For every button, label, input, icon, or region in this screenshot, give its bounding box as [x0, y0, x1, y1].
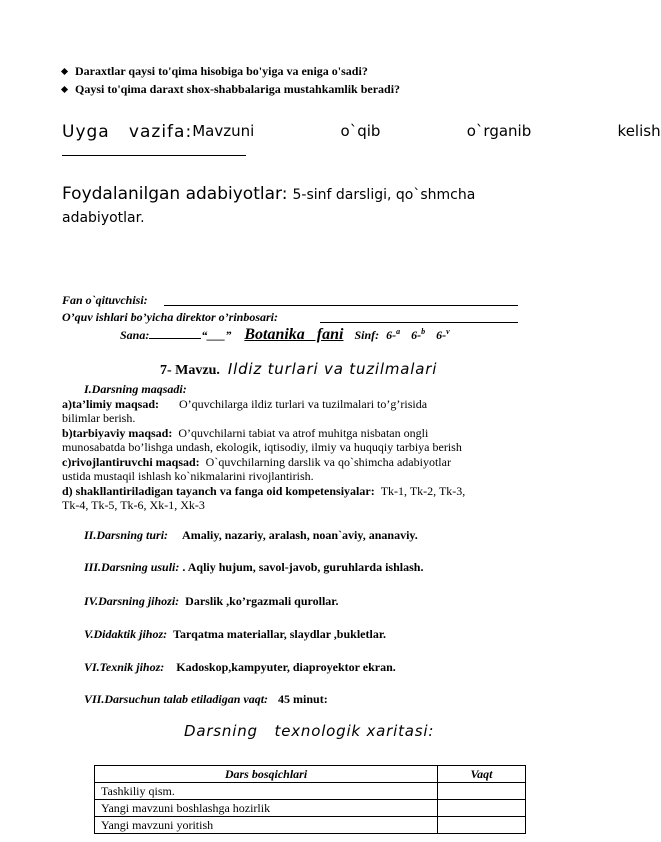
- goal-d-text: Tk-1, Tk-2, Tk-3,: [380, 483, 466, 498]
- lesson-didactic-row: [84, 627, 386, 642]
- technology-map-title: Darsning texnologik xaritasi:: [184, 722, 435, 740]
- grade-number: 6-: [436, 328, 447, 342]
- literature-title: Foydalanilgan adabiyotlar:: [62, 184, 288, 204]
- date-label: Sana:: [120, 328, 150, 342]
- grade-label: Sinf:: [354, 328, 380, 342]
- deputy-blank[interactable]: [320, 322, 518, 323]
- goals-block: [62, 382, 540, 513]
- lesson-type-row: [84, 528, 418, 543]
- question-text: Daraxtlar qaysi to'qima hisobiga bo'yiga va eniga o'sadi?: [75, 64, 368, 78]
- lesson-time-label: VII.Darsuchun talab etiladigan vaqt:: [84, 692, 269, 706]
- table-row: [95, 817, 526, 834]
- lesson-equipment-row: [84, 594, 339, 609]
- goal-a-text: O’quvchilarga ildiz turlari va tuzilmalari to’g’risida: [179, 396, 428, 411]
- date-row: [120, 326, 450, 344]
- table-cell-stage: Tashkiliy qism.: [95, 783, 438, 800]
- goal-c-text: O`quvchilarning darslik va qo`shimcha adabiyotlar: [205, 454, 451, 469]
- goal-c-text-2: ustida mustaqil ishlash ko`nikmalarini rivojlantirish.: [62, 469, 314, 483]
- teacher-blank[interactable]: [164, 305, 518, 306]
- grade-sup: b: [421, 327, 426, 336]
- lesson-method-row: [84, 560, 423, 575]
- goal-d-text-2: Tk-4, Tk-5, Tk-6, Xk-1, Xk-3: [62, 498, 205, 512]
- lesson-time-row: [84, 692, 328, 707]
- table-cell-stage: Yangi mavzuni yoritish: [95, 817, 438, 834]
- grade-sup: v: [446, 327, 450, 336]
- lesson-type-label: II.Darsning turi:: [84, 528, 169, 542]
- table-cell-time: [438, 783, 526, 800]
- lesson-didactic-label: V.Didaktik jihoz:: [84, 627, 168, 641]
- table-cell-time: [438, 817, 526, 834]
- grade-a: [386, 328, 400, 342]
- table-row: [95, 783, 526, 800]
- goals-heading: I.Darsning maqsadi:: [84, 382, 187, 396]
- topic-number: 7- Mavzu.: [160, 363, 220, 378]
- grade-v: [436, 328, 450, 342]
- homework-underline: [62, 155, 246, 156]
- goal-a-label: a)ta’limiy maqsad:: [62, 396, 159, 411]
- deputy-label: O’quv ishlari bo’yicha direktor o’rinbosari:: [62, 310, 279, 324]
- goal-b-text: O’quvchilarni tabiat va atrof muhitga nisbatan ongli: [178, 425, 429, 440]
- lesson-method-label: III.Darsning usuli:: [84, 560, 180, 574]
- lesson-time-text: 45 minut:: [278, 692, 328, 706]
- lesson-technical-text: Kadoskop,kampyuter, diaproyektor ekran.: [176, 660, 396, 674]
- goal-b-text-2: munosabatda bo’lishga undash, ekologik, iqtisodiy, ilmiy va huquqiy tarbiya berish: [62, 440, 462, 454]
- literature-block: [62, 182, 542, 230]
- table-cell-time: [438, 800, 526, 817]
- grade-number: 6-: [386, 328, 397, 342]
- table-cell-stage: Yangi mavzuni boshlashga hozirlik: [95, 800, 438, 817]
- table-row: [95, 800, 526, 817]
- date-day-blank[interactable]: “___”: [201, 328, 232, 342]
- table-header-row: [95, 766, 526, 783]
- lesson-equipment-label: IV.Darsning jihozi:: [84, 594, 180, 608]
- question-item: [62, 64, 400, 82]
- grade-b: [411, 328, 425, 342]
- homework-title: Uyga vazifa:: [62, 122, 193, 142]
- lesson-technical-row: [84, 660, 396, 675]
- table-header-stages: Dars bosqichlari: [95, 766, 438, 783]
- topic-line: [160, 360, 437, 379]
- goal-a-text-2: bilimlar berish.: [62, 411, 136, 425]
- goal-b-label: b)tarbiyaviy maqsad:: [62, 425, 173, 440]
- literature-text-2: adabiyotlar.: [62, 210, 145, 226]
- date-blank[interactable]: [149, 338, 201, 339]
- topic-title: Ildiz turlari va tuzilmalari: [227, 360, 438, 378]
- teacher-label: Fan o`qituvchisi:: [62, 293, 148, 307]
- question-list: [62, 64, 400, 100]
- lesson-type-text: Amaliy, nazariy, aralash, noan`aviy, ananaviy.: [182, 528, 418, 542]
- lesson-equipment-text: Darslik ,ko’rgazmali qurollar.: [185, 594, 339, 608]
- lesson-technical-label: VI.Texnik jihoz:: [84, 660, 165, 674]
- homework-text: Mavzuni o`qib o`rganib kelish: [192, 122, 661, 140]
- homework-line: [62, 122, 661, 142]
- lesson-didactic-text: Tarqatma materiallar, slaydlar ,bukletlar.: [173, 627, 387, 641]
- diamond-bullet-icon: [61, 68, 68, 75]
- goal-c-label: c)rivojlantiruvchi maqsad:: [62, 454, 200, 469]
- question-item: [62, 82, 400, 100]
- lesson-method-text: . Aqliy hujum, savol-javob, guruhlarda ishlash.: [182, 560, 424, 574]
- grade-number: 6-: [411, 328, 422, 342]
- question-text: Qaysi to'qima daraxt shox-shabbalariga mustahkamlik beradi?: [75, 82, 401, 96]
- lesson-stages-table: [94, 765, 526, 834]
- grade-sup: a: [396, 327, 401, 336]
- subject-title: Botanika fani: [244, 326, 344, 343]
- diamond-bullet-icon: [61, 86, 68, 93]
- literature-text: 5-sinf darsligi, qo`shmcha: [292, 187, 476, 203]
- goal-d-label: d) shakllantiriladigan tayanch va fanga oid kompetensiyalar:: [62, 483, 375, 498]
- table-header-time: Vaqt: [438, 766, 526, 783]
